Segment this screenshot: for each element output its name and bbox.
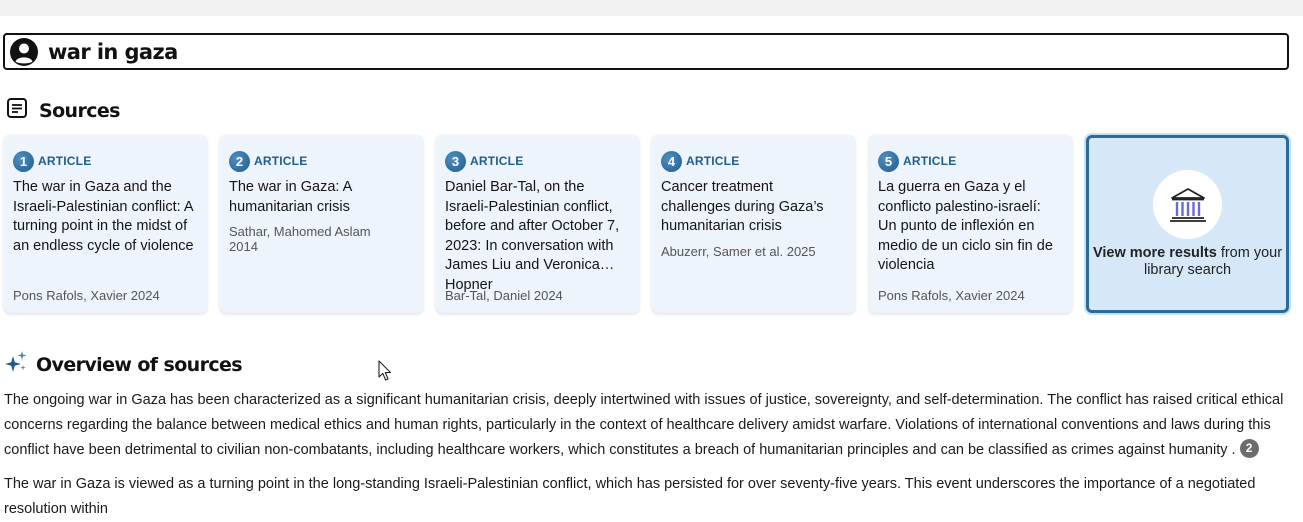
overview-heading — [4, 350, 242, 379]
view-more-results-bold: View more results — [1092, 245, 1217, 261]
source-number-badge: 5 — [878, 151, 899, 172]
overview-body — [4, 388, 1290, 522]
source-type: ARTICLE — [470, 154, 524, 168]
sparkles-icon — [4, 350, 28, 379]
source-type: ARTICLE — [686, 154, 740, 168]
user-circle-icon — [9, 37, 39, 67]
source-card-3[interactable] — [436, 135, 639, 313]
source-title[interactable]: Cancer treatment challenges during Gaza’s humanitarian crisis — [661, 179, 824, 234]
sources-title: Sources — [39, 99, 120, 122]
source-author-year: Sathar, Mahomed Aslam 2014 — [229, 224, 371, 254]
source-type: ARTICLE — [254, 154, 308, 168]
view-more-results-rest: from your library search — [1143, 245, 1283, 278]
overview-paragraph — [4, 472, 1290, 522]
source-title[interactable]: The war in Gaza: A humanitarian crisis — [229, 179, 352, 215]
library-building-icon — [1153, 170, 1222, 239]
citation-badge[interactable]: 2 — [1240, 439, 1259, 458]
query-text: war in gaza — [48, 39, 178, 64]
mouse-cursor-icon — [378, 360, 392, 382]
sources-heading — [6, 97, 120, 124]
source-number-badge: 1 — [13, 151, 34, 172]
source-card-2[interactable] — [220, 135, 423, 313]
source-number-badge: 4 — [661, 151, 682, 172]
source-title[interactable]: The war in Gaza and the Israeli-Palestinian conflict: A turning point in the midst of an endless cycle of violence — [13, 179, 194, 254]
source-card-5[interactable] — [869, 135, 1072, 313]
overview-paragraph-text: The war in Gaza is viewed as a turning point in the long-standing Israeli-Palestinian conflict, which has persisted for over seventy-five years. This event underscores the importance of a negotiated resolution within — [4, 476, 1256, 517]
source-number-badge: 2 — [229, 151, 250, 172]
source-author-year: Bar-Tal, Daniel 2024 — [445, 288, 563, 303]
source-number-badge: 3 — [445, 151, 466, 172]
source-author-year: Abuzerr, Samer et al. 2025 — [661, 243, 816, 259]
overview-title: Overview of sources — [36, 353, 242, 376]
source-author-year: Pons Rafols, Xavier 2024 — [878, 288, 1025, 303]
source-author-year: Pons Rafols, Xavier 2024 — [13, 288, 160, 303]
source-cards — [4, 135, 1290, 313]
overview-paragraph — [4, 388, 1290, 463]
source-title[interactable]: Daniel Bar-Tal, on the Israeli-Palestinian conflict, before and after October 7, 2023: In conversation with James Liu and Veronica Hopner — [445, 179, 620, 293]
source-card-4[interactable] — [652, 135, 855, 313]
source-type: ARTICLE — [903, 154, 957, 168]
query-bar[interactable] — [3, 33, 1289, 70]
view-more-results-label — [1089, 245, 1286, 279]
document-list-icon — [6, 97, 28, 124]
view-more-results-button[interactable] — [1086, 135, 1289, 313]
source-type: ARTICLE — [38, 154, 92, 168]
source-title[interactable]: La guerra en Gaza y el conflicto palestino-israelí: Un punto de inflexión en medio de un ciclo sin fin de violencia — [878, 179, 1053, 273]
source-card-1[interactable] — [4, 135, 207, 313]
top-bar — [0, 0, 1303, 16]
overview-paragraph-text: The ongoing war in Gaza has been characterized as a significant humanitarian crisis, deeply intertwined with issues of justice, sovereignty, and self-determination. The conflict has raised critical ethical concerns regarding the balance between medical ethics and human rights, particularly in the context of healthcare delivery amidst warfare. Violations of international conventions and laws during this conflict have been detrimental to civilian non-combatants, including healthcare workers, which constitutes a breach of humanitarian principles and can be classified as crimes against humanity . — [4, 392, 1284, 458]
